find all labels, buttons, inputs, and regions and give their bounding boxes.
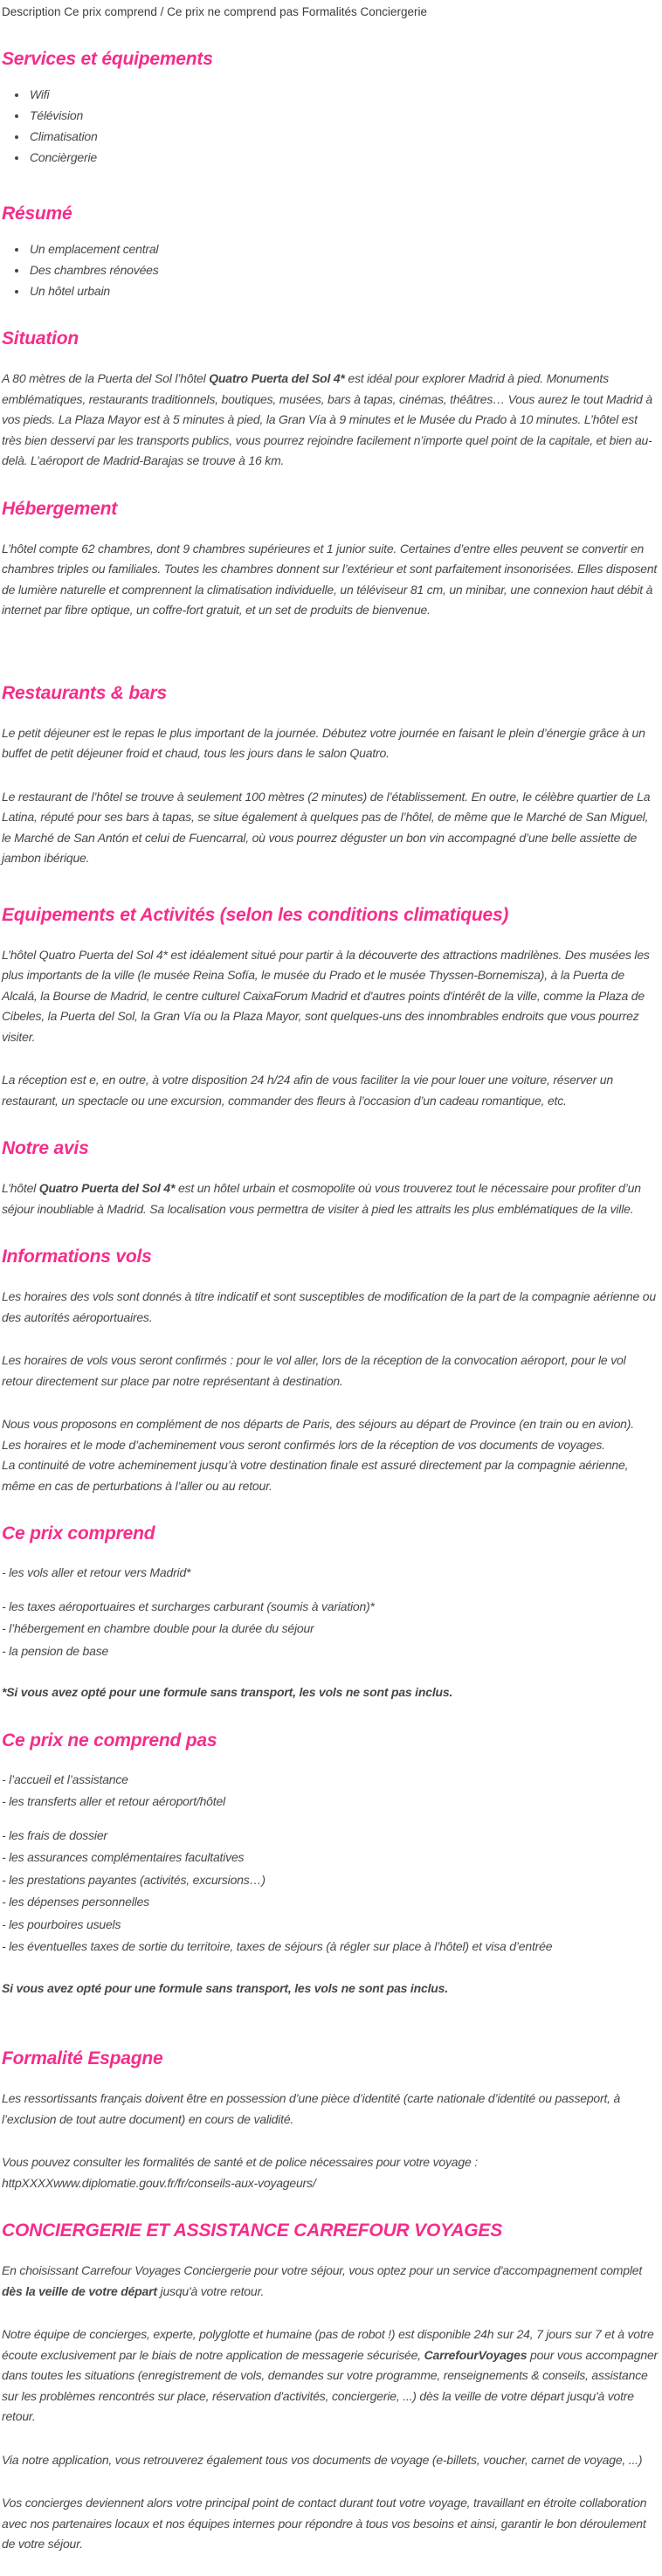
heading-situation: Situation [2,328,79,349]
section-tabs [2,4,659,19]
app-name-bold: CarrefourVoyages [424,2347,528,2362]
restaurants-paragraph-1: Le petit déjeuner est le repas le plus important de la journée. Débutez votre journée en faisant le plein d’énergie grâce à un buffet de petit déjeuner froid et chaud, tous les jours dans le salon Quatro. [2,725,645,760]
text-run: A 80 mètres de la Puerta del Sol l’hôtel [2,371,210,385]
included-item: - les vols aller et retour vers Madrid* [2,1565,191,1579]
restaurants-paragraph-2: Le restaurant de l’hôtel se trouve à seulement 100 mètres (2 minutes) de l’établissement. En outre, le célèbre quartier de La Latina, réputé pour ses bars à tapas, se situe également à quelques pas de l’hôtel, de même que le Marché de San Miguel, le Marché de San Antón et celui de Fuencarral, où vous pourrez déguster un bon vin accompagné d’une belle assiette de jambon ibérique. [2,789,651,865]
resume-item: • Des chambres rénovées [28,259,659,280]
heading-equipements-activites: Equipements et Activités (selon les conditions climatiques) [2,904,509,925]
excluded-list [2,1770,659,1958]
conciergerie-paragraph-3: Via notre application, vous retrouverez également tous vos documents de voyage (e-billets, voucher, carnet de voyage, ...) [2,2452,643,2467]
tab-description[interactable]: Description [2,5,61,18]
text-run: est un hôtel urbain et cosmopolite où vous trouverez tout le nécessaire pour profiter d’un séjour inoubliable à Madrid. Sa localisation vous permettra de visiter à pied les attraits les plus emblématiques de la ville. [2,1181,641,1216]
included-note: *Si vous avez opté pour une formule sans transport, les vols ne sont pas inclus. [2,1685,453,1699]
formalites-paragraph-2 [2,2152,659,2193]
tab-formalites[interactable]: Formalités [301,5,357,18]
hebergement-paragraph: L’hôtel compte 62 chambres, dont 9 chambres supérieures et 1 junior suite. Certaines d’entre elles peuvent se convertir en chambres triples ou familiales. Toutes les chambres donnent sur l’extérieur et sont parfaitement insonorisées. Elles disposent de lumière naturelle et comprennent la climatisation individuelle, un téléviseur 81 cm, un minibar, une connexion haut débit à internet par fibre optique, un coffre-fort gratuit, et un set de produits de bienvenue. [2,541,658,617]
text-run: Notre équipe de concierges, experte, polyglotte et humaine (pas de robot !) est disponible 24h sur 24, 7 jours sur 7 et à votre écoute exclusivement par le biais de notre application de messagerie sécurisée, [2,2327,654,2362]
text-line: Nous vous proposons en complément de nos départs de Paris, des séjours au départ de Province (en train ou en avion). [2,1417,634,1431]
infos-vols-paragraph-2: Les horaires de vols vous seront confirmés : pour le vol aller, lors de la réception de la convocation aéroport, pour le vol retour directement sur place par notre représentant à destination. [2,1353,626,1388]
excluded-item: - les prestations payantes (activités, excursions…) [2,1872,265,1887]
section-situation [2,328,659,472]
travel-advice-url: httpXXXXwww.diplomatie.gouv.fr/fr/conseils-aux-voyageurs/ [2,2175,316,2190]
text-line: La continuité de votre acheminement jusqu’à votre destination finale est assuré directement par la compagnie aérienne, même en cas de perturbations à l’aller ou au retour. [2,1458,629,1493]
excluded-item: - l’accueil et l’assistance [2,1771,128,1786]
included-item: - les taxes aéroportuaires et surcharges carburant (soumis à variation)* [2,1599,375,1613]
text-run: En choisissant Carrefour Voyages Conciergerie pour votre séjour, vous optez pour un service d'accompagnement complet [2,2263,643,2277]
section-ce-prix-ne-comprend-pas [2,1730,659,1999]
excluded-item: - les éventuelles taxes de sortie du territoire, taxes de séjours (à régler sur place à l’hôtel) et visa d’entrée [2,1939,553,1953]
section-restaurants-bars [2,682,659,869]
text-run: pour vous accompagner dans toutes les situations (enregistrement de vols, demandes sur votre programme, renseignements & conseils, assistance sur les problèmes rencontrés sur place, réservation d'activités, conciergerie, ...) dès la veille de votre départ jusqu'à votre retour. [2,2347,658,2423]
text-line: Les horaires et le mode d’acheminement vous seront confirmés lors de la réception de vos documents de voyages. [2,1437,605,1452]
equipements-paragraph-1: L’hôtel Quatro Puerta del Sol 4* est idéalement situé pour partir à la découverte des attractions madrilènes. Des musées les plus importants de la ville (le musée Reina Sofía, le musée du Prado et le musée Thyssen-Bornemisza), à la Puerta de Alcalá, la Bourse de Madrid, le centre culturel CaixaForum Madrid et d'autres points d'intérêt de la ville, comme la Plaza de Cibeles, la Puerta del Sol, la Gran Vía ou la Plaza Mayor, sont quelques-uns des innombrables endroits que vous pourrez visiter. [2,947,650,1044]
excluded-item: - les transferts aller et retour aéroport/hôtel [2,1794,225,1808]
tab-conciergerie[interactable]: Conciergerie [360,5,428,18]
section-resume [2,203,659,301]
included-item: - la pension de base [2,1643,109,1658]
service-item-television: • Télévision [28,105,659,126]
infos-vols-paragraph-3 [2,1414,659,1496]
section-formalite-espagne [2,2048,659,2193]
services-list [2,84,659,168]
excluded-item: - les dépenses personnelles [2,1895,149,1909]
section-informations-vols [2,1246,659,1496]
excluded-note: Si vous avez opté pour une formule sans transport, les vols ne sont pas inclus. [2,1980,448,1995]
conciergerie-paragraph-2 [2,2324,659,2428]
tab-ce-prix-comprend[interactable]: Ce prix comprend / Ce prix ne comprend pas [64,5,299,18]
situation-paragraph [2,369,659,472]
formalites-paragraph-1: Les ressortissants français doivent être en possession d’une pièce d’identité (carte nationale d’identité ou passeport, à l’exclusion de tout autre document) en cours de validité. [2,2091,621,2126]
excluded-item: - les frais de dossier [2,1827,107,1842]
heading-ce-prix-ne-comprend-pas: Ce prix ne comprend pas [2,1730,217,1751]
heading-resume: Résumé [2,204,72,224]
excluded-item: - les pourboires usuels [2,1916,121,1931]
resume-list [2,238,659,301]
hotel-name-bold: Quatro Puerta del Sol 4* [209,371,345,385]
infos-vols-paragraph-1: Les horaires des vols sont donnés à titre indicatif et sont susceptibles de modification de la part de la compagnie aérienne ou des autorités aéroportuaires. [2,1289,656,1324]
included-list [2,1563,659,1661]
equipements-paragraph-2: La réception est e, en outre, à votre disposition 24 h/24 afin de vous faciliter la vie pour louer une voiture, réserver un restaurant, un spectacle ou une excursion, commander des fleurs à l’occasion d’un cadeau romantique, etc. [2,1073,613,1108]
heading-formalite-espagne: Formalité Espagne [2,2048,163,2068]
section-services-et-equipements [2,48,659,168]
section-hebergement [2,498,659,621]
text-run: jusqu'à votre retour. [156,2283,265,2298]
excluded-item: - les assurances complémentaires facultatives [2,1850,245,1864]
heading-informations-vols: Informations vols [2,1247,152,1267]
heading-services-et-equipements: Services et équipements [2,49,213,69]
section-equipements-activites [2,904,659,1112]
bold-run: dès la veille de votre départ [2,2283,157,2298]
notre-avis-paragraph [2,1178,659,1219]
heading-conciergerie-assistance: CONCIERGERIE ET ASSISTANCE CARREFOUR VOYAGES [2,2220,503,2241]
service-item-wifi: • Wifi [28,84,659,105]
included-item: - l’hébergement en chambre double pour la durée du séjour [2,1621,314,1635]
resume-item: • Un hôtel urbain [28,280,659,301]
resume-item: • Un emplacement central [28,238,659,259]
text-run: est idéal pour explorer Madrid à pied. Monuments emblématiques, restaurants traditionnels, boutiques, musées, bars à tapas, cinémas, théâtres… Vous aurez le tout Madrid à vos pieds. La Plaza Mayor est à 5 minutes à pied, la Gran Vía à 9 minutes et le Musée du Prado à 10 minutes. L’hôtel est très bien desservi par les transports publics, vous pourrez rejoindre facilement n’importe quel point de la capitale, et bien au-delà. L’aéroport de Madrid-Barajas se trouve à 16 km. [2,371,652,467]
section-ce-prix-comprend [2,1523,659,1703]
text-line: Vous pouvez consulter les formalités de santé et de police nécessaires pour votre voyage : [2,2155,478,2169]
heading-ce-prix-comprend: Ce prix comprend [2,1523,155,1544]
hotel-name-bold: Quatro Puerta del Sol 4* [38,1181,176,1195]
section-notre-avis [2,1137,659,1219]
section-conciergerie-assistance [2,2220,659,2555]
service-item-climatisation: • Climatisation [28,126,659,147]
conciergerie-paragraph-1 [2,2261,659,2302]
heading-hebergement: Hébergement [2,498,118,519]
heading-restaurants-bars: Restaurants & bars [2,682,167,703]
text-run: L’hôtel [2,1181,39,1195]
service-item-conciergerie: • Concièrgerie [28,147,659,168]
heading-notre-avis: Notre avis [2,1138,89,1158]
conciergerie-paragraph-4: Vos concierges deviennent alors votre principal point de contact durant tout votre voyage, travaillant en étroite collaboration avec nos partenaires locaux et nos équipes internes pour répondre à tous vos besoins et ainsi, garantir le bon déroulement de votre séjour. [2,2496,647,2551]
